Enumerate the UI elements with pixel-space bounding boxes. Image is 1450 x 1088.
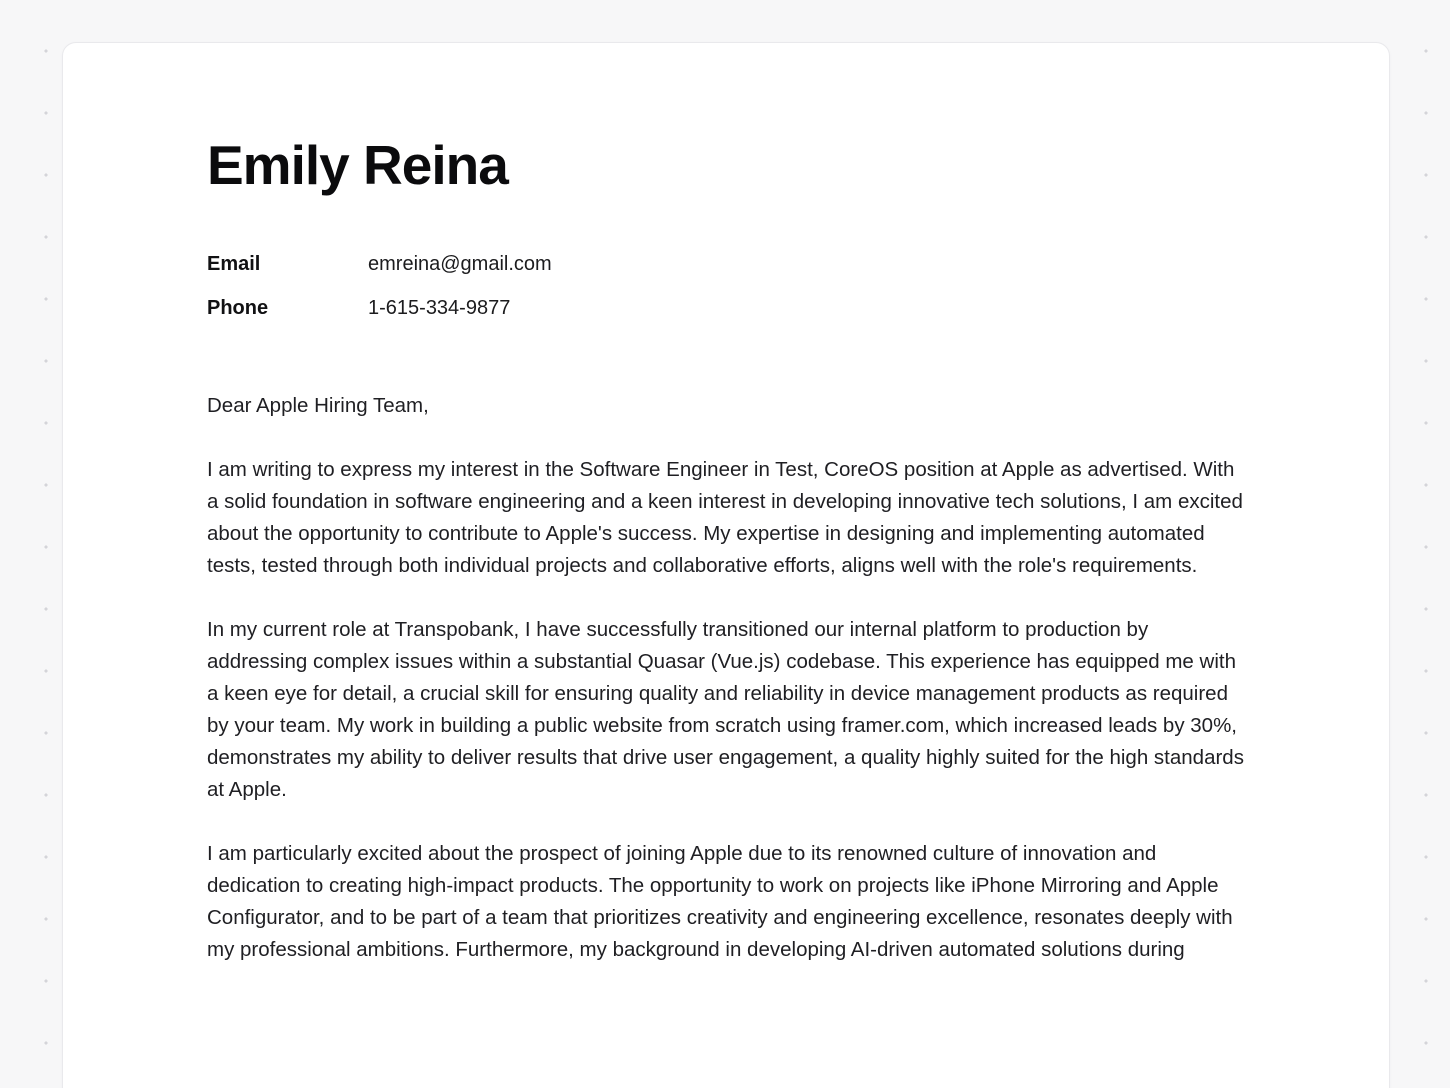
document-page [62,42,1390,1088]
phone-label: Phone [207,296,269,319]
document-title: Emily Reina [207,134,508,196]
letter-paragraph: In my current role at Transpobank, I have successfully transitioned our internal platform to production by addressing complex issues within a substantial Quasar (Vue.js) codebase. This experience has equipped me with a keen eye for detail, a crucial skill for ensuring quality and reliability in device management products as required by your team. My work in building a public website from scratch using framer.com, which increased leads by 30%, demonstrates my ability to deliver results that drive user engagement, a quality highly suited for the high standards at Apple. [207,617,1244,801]
contact-row-phone [207,298,1289,318]
email-label: Email [207,252,261,275]
letter-paragraph: I am particularly excited about the prospect of joining Apple due to its renowned culture of innovation and dedication to creating high-impact products. The opportunity to work on projects like iPhone Mirroring and Apple Configurator, and to be part of a team that prioritizes creativity and engineering excellence, resonates deeply with my professional ambitions. Furthermore, my background in developing AI-driven automated solutions during [207,841,1233,961]
letter-body [207,390,1247,966]
contact-row-email [207,254,1289,274]
email-value: emreina@gmail.com [368,252,552,275]
letter-paragraph: I am writing to express my interest in the Software Engineer in Test, CoreOS position at Apple as advertised. With a solid foundation in software engineering and a keen interest in developing innovative tech solutions, I am excited about the opportunity to contribute to Apple's success. My expertise in designing and implementing automated tests, tested through both individual projects and collaborative efforts, aligns well with the role's requirements. [207,457,1243,577]
letter-salutation: Dear Apple Hiring Team, [207,393,429,417]
contact-section [207,254,1289,318]
document-content [63,43,1389,1078]
phone-value: 1-615-334-9877 [368,296,511,319]
